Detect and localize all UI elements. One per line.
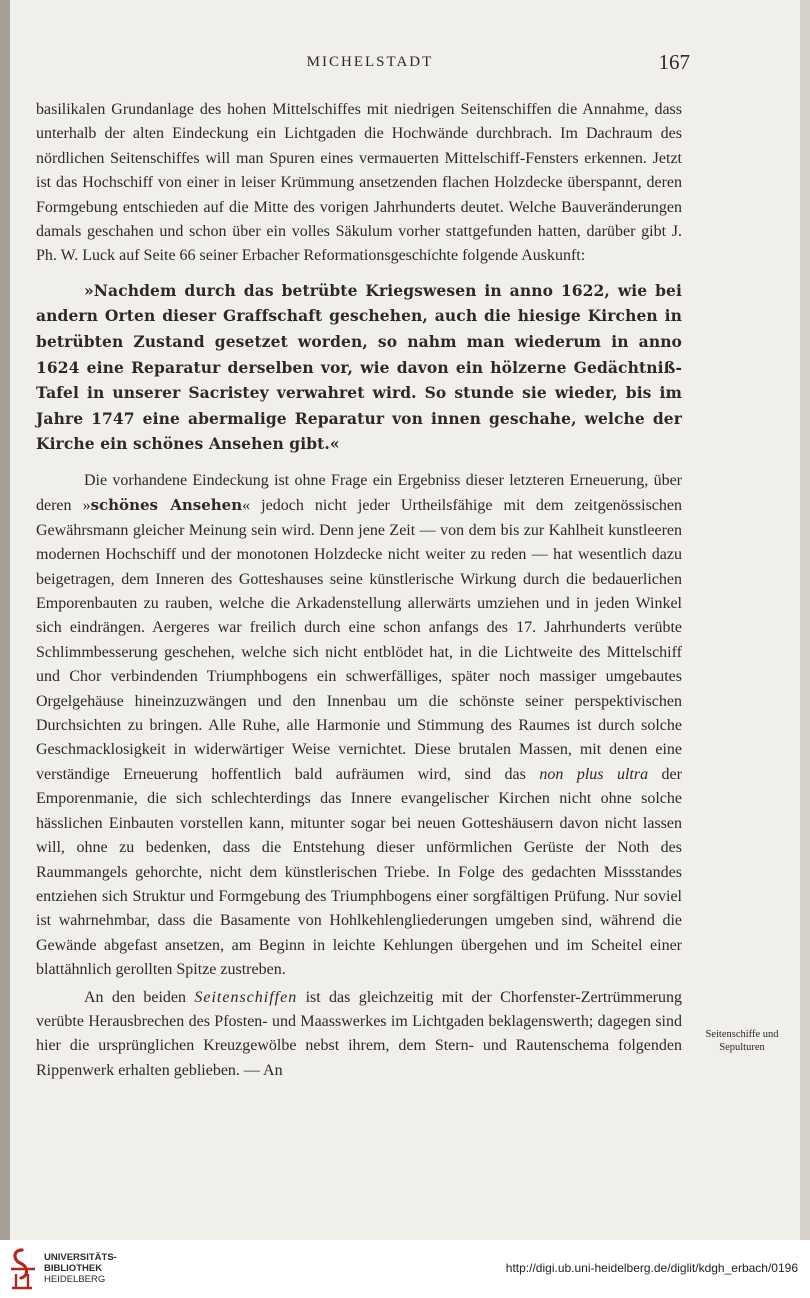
paragraph-4 (36, 986, 682, 1084)
library-logo-text (44, 1252, 117, 1285)
italic-phrase-non-plus-ultra: non plus ultra (539, 765, 649, 783)
fraktur-phrase: schönes Ansehen (90, 496, 243, 515)
running-head (50, 50, 690, 80)
logo-line-2: BIBLIOTHEK (44, 1263, 103, 1274)
permalink-url[interactable]: http://digi.ub.uni-heidelberg.de/diglit/kdgh_erbach/0196 (505, 1261, 798, 1275)
library-logo-icon (8, 1247, 38, 1291)
paragraph-3-part-1: Die vorhandene Eindeckung ist ohne Frage ein Ergebniss dieser letzteren Erneuerung, über deren » (36, 472, 682, 515)
margin-note-line-2: Sepulturen (719, 1042, 765, 1053)
paragraph-4-part-1: An den beiden (84, 988, 195, 1006)
page-number: 167 (658, 50, 690, 74)
fraktur-quotation: »Nachdem durch das betrübte Kriegswesen in anno 1622, wie bei andern Orten dieser Graffschaft geschehen, auch die hiesige Kirchen in betrübten Zustand gesetzet worden, so nahm man wiederum in anno 1624 eine Reparatur derselben vor, wie davon ein hölzerne Gedächtniß-Tafel in unserer Sacristey verwahret wird. So stunde sie wieder, bis im Jahre 1747 eine abermalige Reparatur von innen geschahe, welche der Kirche ein schönes Ansehen gibt.« (36, 280, 682, 454)
paragraph-4-part-2: ist das gleichzeitig mit der Chorfenster-Zertrümmerung verübte Herausbrechen des Pfosten- und Maasswerkes im Lichtgaden beklagenswerth; dagegen sind hier die ursprünglichen Kreuzgewölbe nebst ihrem, dem Stern- und Rautenschema folgenden Rippenwerk erhalten geblieben. — An (36, 988, 682, 1079)
margin-note (697, 1028, 787, 1054)
paragraph-3-part-2: « jedoch nicht jeder Urtheilsfähige mit dem zeitgenössischen Gewährsmann gleicher Meinung sein wird. Denn jene Zeit — von dem bis zur Kahlheit kunstleeren modernen Hochschiff und der monotonen Holzdecke nicht weiter zu reden — hat wesentlich dazu beigetragen, dem Inneren des Gotteshauses seine künstlerische Wirkung durch die bedauerlichen Emporenbauten zu rauben, welche die Arkadenstellung allerwärts umziehen und in jeden Winkel sich eindrängen. Aergeres war freilich durch eine schon anfangs des 17. Jahrhunderts verübte Schlimmbesserung geschehen, welche sich nicht entblödet hat, in die Lichtweite des Mittelschiff und Chor verbindenden Triumphbogens ein schwerfälliges, später noch massiger umgebautes Orgelgehäuse hineinzuzwängen und den Innenbau um die schönste seiner perspektivischen Durchsichten zu bringen. Alle Ruhe, alle Harmonie und Stimmung des Raumes ist durch solche Geschmacklosigkeit in widerwärtiger Weise vernichtet. Diese brutalen Massen, mit denen eine verständige Erneuerung hoffentlich bald aufräumen wird, sind das (36, 497, 682, 783)
paragraph-3 (36, 469, 682, 983)
logo-line-1: UNIVERSITÄTS- (44, 1252, 117, 1263)
scan-edge-left (0, 0, 10, 1240)
paragraph-1: basilikalen Grundanlage des hohen Mittelschiffes mit niedrigen Seitenschiffen die Annahme, dass unterhalb der alten Eindeckung ein Lichtgaden die Hochwände durchbrach. Im Dachraum des nördlichen Seitenschiffes will man Spuren eines vermauerten Mittelschiff-Fensters erkennen. Jetzt ist das Hochschiff von einer in leiser Krümmung ansetzenden flachen Holzdecke überspannt, deren Formgebung entschieden auf die Mitte des vorigen Jahrhunderts deutet. Welche Bauveränderungen damals geschahen und schon über ein volles Säkulum vorher stattgefunden hatten, darüber gibt J. Ph. W. Luck auf Seite 66 seiner Erbacher Reformationsgeschichte folgende Auskunft: (36, 101, 682, 265)
running-head-title: MICHELSTADT (306, 54, 434, 70)
margin-note-line-1: Seitenschiffe und (705, 1029, 779, 1040)
logo-line-3: HEIDELBERG (44, 1274, 106, 1285)
scan-edge-right (800, 0, 810, 1240)
body-text (36, 98, 682, 1083)
paragraph-3-part-3: der Emporenmanie, die sich schlechterdings das Innere evangelischer Kirchen nicht ohne solche hässlichen Einbauten vorstellen kann, mitunter sogar bei neuen Gotteshäusern davon nicht lassen will, ohne zu bedenken, dass die Entstehung dieser unförmlichen Gerüste der Noth des Raummangels gehorchte, nicht dem künstlerischen Triebe. In Folge des gedachten Missstandes entziehen sich Struktur und Formgebung des Triumphbogens einer sorgfältigen Prüfung. Nur soviel ist wahrnehmbar, dass die Basamente von Hohlkehlengliederungen umgeben sind, während die Gewände abgefast ansetzen, am Beginn in leichte Kehlungen übergehen und im Scheitel einer blattähnlich gerollten Spitze zustreben. (36, 765, 682, 979)
footer-bar (0, 1240, 810, 1298)
italic-heading-seitenschiffen: Seitenschiffen (194, 988, 298, 1006)
